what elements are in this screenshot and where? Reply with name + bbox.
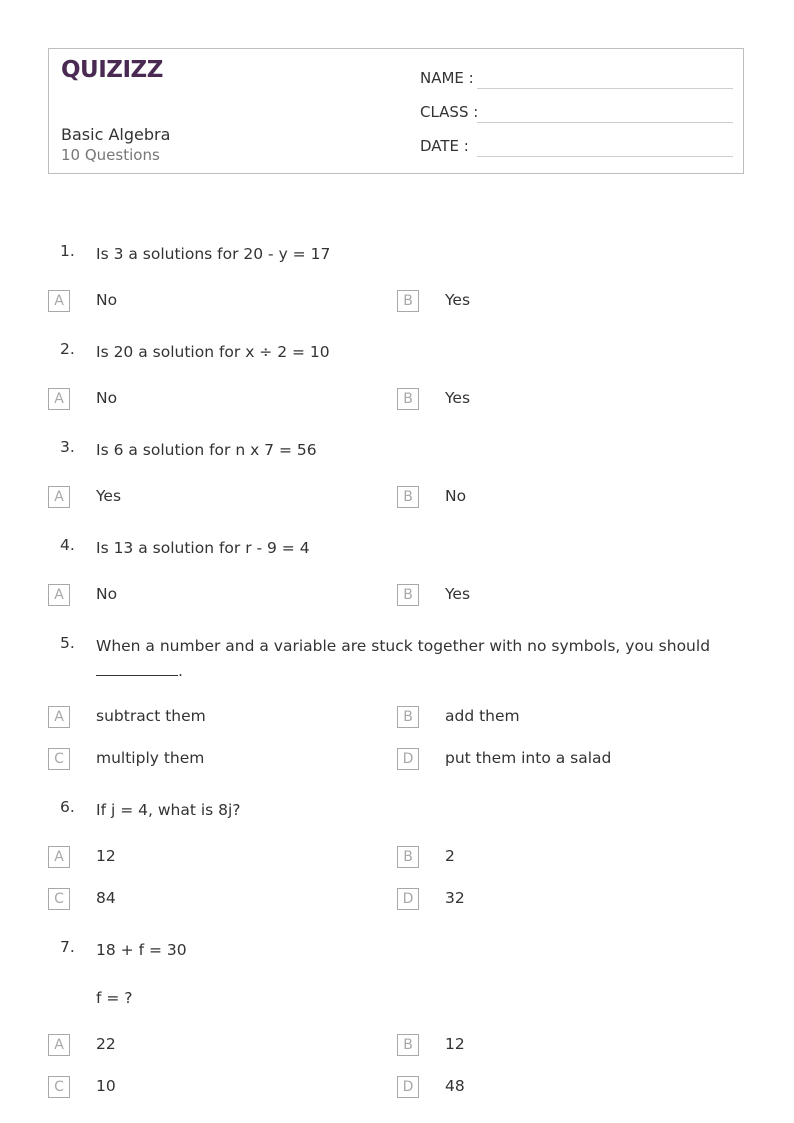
question-text-end: . — [178, 662, 183, 680]
option-letter-box[interactable]: B — [397, 388, 419, 410]
question-number: 7. — [60, 938, 75, 956]
option-text[interactable]: Yes — [445, 389, 471, 407]
question-text: Is 3 a solutions for 20 - y = 17 — [96, 245, 331, 263]
option-text[interactable]: No — [96, 291, 118, 309]
option-text[interactable]: Yes — [445, 585, 471, 603]
option-text[interactable]: put them into a salad — [445, 749, 612, 767]
worksheet-header — [48, 48, 744, 174]
question-text-line: When a number and a variable are stuck together with no symbols, you should — [96, 637, 711, 655]
question-text: Is 13 a solution for r - 9 = 4 — [96, 539, 310, 557]
option-letter-box[interactable]: A — [48, 846, 70, 868]
option-text[interactable]: Yes — [96, 487, 122, 505]
option-letter-box[interactable]: D — [397, 1076, 419, 1098]
question-number: 6. — [60, 798, 75, 816]
option-letter-box[interactable]: B — [397, 486, 419, 508]
option-letter-box[interactable]: A — [48, 486, 70, 508]
option-text[interactable]: No — [445, 487, 467, 505]
quizizz-logo: QUIZIZZ — [61, 57, 163, 83]
name-field[interactable] — [420, 69, 474, 87]
question-text: Is 20 a solution for x ÷ 2 = 10 — [96, 343, 330, 361]
option-text[interactable]: 12 — [96, 847, 116, 865]
option-letter-box[interactable]: C — [48, 748, 70, 770]
date-field[interactable] — [420, 137, 469, 155]
question-number: 4. — [60, 536, 75, 554]
question-text — [96, 634, 736, 684]
option-text[interactable]: add them — [445, 707, 520, 725]
class-line[interactable] — [477, 122, 733, 123]
option-letter-box[interactable]: B — [397, 846, 419, 868]
question-text: Is 6 a solution for n x 7 = 56 — [96, 441, 317, 459]
question-number: 5. — [60, 634, 75, 652]
option-text[interactable]: No — [96, 585, 118, 603]
worksheet-title: Basic Algebra — [61, 125, 171, 144]
option-text[interactable]: 84 — [96, 889, 116, 907]
question-count: 10 Questions — [61, 146, 160, 164]
option-letter-box[interactable]: A — [48, 584, 70, 606]
option-text[interactable]: 10 — [96, 1077, 116, 1095]
class-field[interactable] — [420, 103, 478, 121]
question-text: If j = 4, what is 8j? — [96, 801, 241, 819]
question-text: f = ? — [96, 989, 133, 1007]
option-text[interactable]: 2 — [445, 847, 455, 865]
option-text[interactable]: multiply them — [96, 749, 205, 767]
date-label: DATE : — [420, 137, 469, 155]
question-number: 3. — [60, 438, 75, 456]
option-text[interactable]: 48 — [445, 1077, 465, 1095]
name-label: NAME : — [420, 69, 474, 87]
option-letter-box[interactable]: A — [48, 388, 70, 410]
option-text[interactable]: 32 — [445, 889, 465, 907]
option-letter-box[interactable]: D — [397, 888, 419, 910]
question-number: 2. — [60, 340, 75, 358]
class-label: CLASS : — [420, 103, 479, 121]
option-text[interactable]: 22 — [96, 1035, 116, 1053]
option-letter-box[interactable]: C — [48, 888, 70, 910]
option-text[interactable]: Yes — [445, 291, 471, 309]
option-letter-box[interactable]: A — [48, 706, 70, 728]
name-line[interactable] — [477, 88, 733, 89]
question-text: 18 + f = 30 — [96, 941, 187, 959]
option-letter-box[interactable]: A — [48, 290, 70, 312]
option-letter-box[interactable]: D — [397, 748, 419, 770]
option-letter-box[interactable]: C — [48, 1076, 70, 1098]
date-line[interactable] — [477, 156, 733, 157]
option-letter-box[interactable]: B — [397, 290, 419, 312]
option-text[interactable]: No — [96, 389, 118, 407]
answer-blank — [96, 661, 178, 676]
question-number: 1. — [60, 242, 75, 260]
option-letter-box[interactable]: A — [48, 1034, 70, 1056]
option-text[interactable]: subtract them — [96, 707, 206, 725]
option-letter-box[interactable]: B — [397, 1034, 419, 1056]
option-letter-box[interactable]: B — [397, 584, 419, 606]
option-letter-box[interactable]: B — [397, 706, 419, 728]
option-text[interactable]: 12 — [445, 1035, 465, 1053]
